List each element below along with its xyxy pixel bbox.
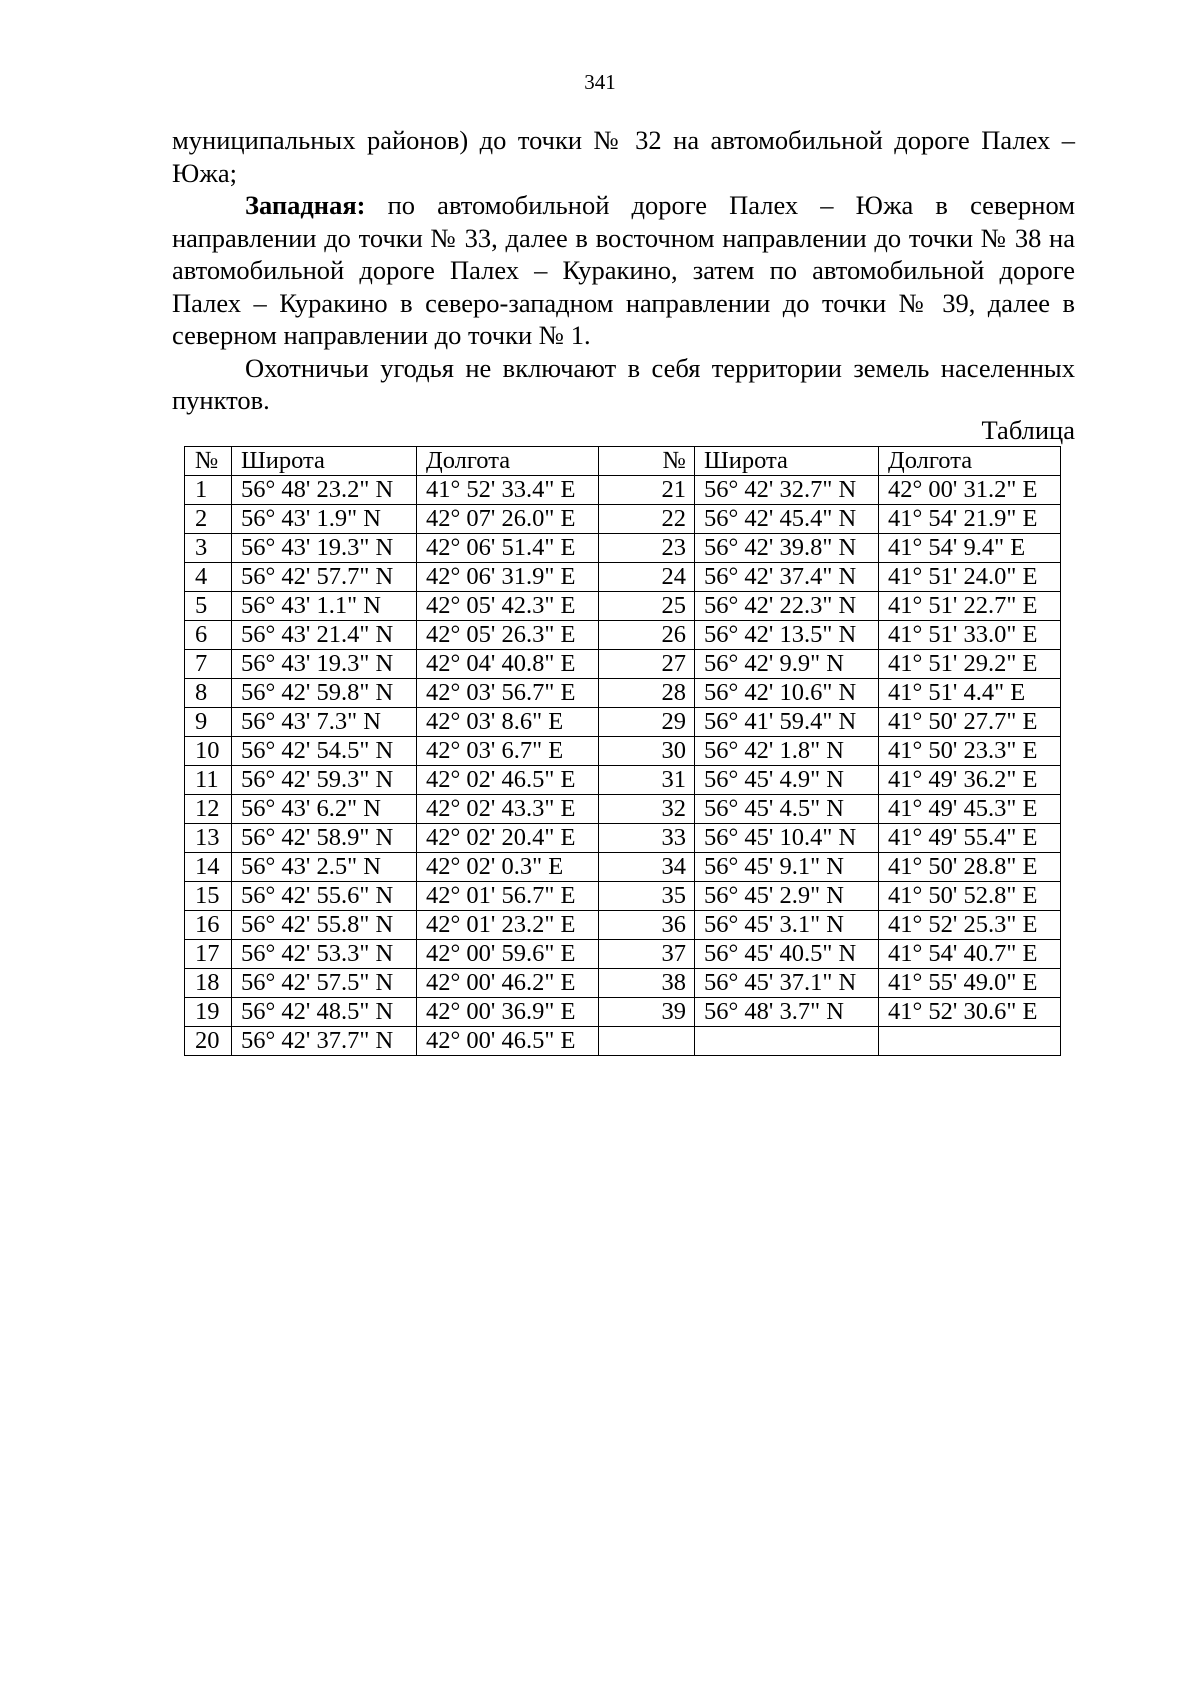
cell-number-left: 1 <box>185 476 232 505</box>
cell-latitude-left: 56° 48' 23.2" N <box>232 476 417 505</box>
cell-latitude-right: 56° 48' 3.7" N <box>695 998 879 1027</box>
cell-latitude-left: 56° 42' 59.3" N <box>232 766 417 795</box>
cell-longitude-left: 42° 07' 26.0" E <box>417 505 599 534</box>
cell-longitude-left: 41° 52' 33.4" E <box>417 476 599 505</box>
cell-number-right: 28 <box>599 679 695 708</box>
cell-latitude-left: 56° 43' 19.3" N <box>232 650 417 679</box>
cell-number-left: 5 <box>185 592 232 621</box>
table-row <box>185 534 1061 563</box>
table-body <box>185 476 1061 1056</box>
cell-latitude-right: 56° 42' 22.3" N <box>695 592 879 621</box>
cell-number-left: 2 <box>185 505 232 534</box>
table-row <box>185 911 1061 940</box>
cell-latitude-right: 56° 45' 40.5" N <box>695 940 879 969</box>
cell-latitude-right: 56° 45' 4.9" N <box>695 766 879 795</box>
table-row <box>185 708 1061 737</box>
cell-longitude-right: 41° 51' 29.2" E <box>879 650 1061 679</box>
cell-longitude-left: 42° 03' 8.6" E <box>417 708 599 737</box>
cell-latitude-right <box>695 1027 879 1056</box>
header-latitude-right: Широта <box>695 447 879 476</box>
cell-number-right: 33 <box>599 824 695 853</box>
cell-longitude-left: 42° 06' 31.9" E <box>417 563 599 592</box>
cell-longitude-left: 42° 06' 51.4" E <box>417 534 599 563</box>
table-row <box>185 766 1061 795</box>
cell-latitude-left: 56° 42' 58.9" N <box>232 824 417 853</box>
cell-number-right: 36 <box>599 911 695 940</box>
cell-number-left: 9 <box>185 708 232 737</box>
page-number: 341 <box>584 70 616 94</box>
cell-number-right: 24 <box>599 563 695 592</box>
cell-number-right: 38 <box>599 969 695 998</box>
cell-longitude-right: 41° 49' 36.2" E <box>879 766 1061 795</box>
table-row <box>185 563 1061 592</box>
cell-number-left: 16 <box>185 911 232 940</box>
cell-number-right: 26 <box>599 621 695 650</box>
cell-latitude-left: 56° 43' 1.9" N <box>232 505 417 534</box>
cell-number-left: 18 <box>185 969 232 998</box>
cell-longitude-left: 42° 00' 59.6" E <box>417 940 599 969</box>
table-row <box>185 621 1061 650</box>
cell-number-left: 11 <box>185 766 232 795</box>
cell-number-left: 20 <box>185 1027 232 1056</box>
coordinates-table <box>184 446 1061 1056</box>
cell-longitude-right: 41° 52' 30.6" E <box>879 998 1061 1027</box>
cell-latitude-left: 56° 42' 54.5" N <box>232 737 417 766</box>
cell-longitude-left: 42° 05' 26.3" E <box>417 621 599 650</box>
cell-latitude-right: 56° 42' 9.9" N <box>695 650 879 679</box>
cell-longitude-left: 42° 02' 20.4" E <box>417 824 599 853</box>
cell-longitude-left: 42° 02' 43.3" E <box>417 795 599 824</box>
header-longitude-right: Долгота <box>879 447 1061 476</box>
cell-number-left: 8 <box>185 679 232 708</box>
cell-number-left: 15 <box>185 882 232 911</box>
cell-number-right <box>599 1027 695 1056</box>
cell-longitude-left: 42° 02' 0.3" E <box>417 853 599 882</box>
cell-longitude-right: 41° 54' 9.4" E <box>879 534 1061 563</box>
table-header-row <box>185 447 1061 476</box>
paragraph-continuation: муниципальных районов) до точки № 32 на автомобильной дороге Палех – Южа; <box>172 125 1075 188</box>
cell-latitude-left: 56° 43' 7.3" N <box>232 708 417 737</box>
cell-latitude-left: 56° 42' 53.3" N <box>232 940 417 969</box>
header-longitude-left: Долгота <box>417 447 599 476</box>
table-row <box>185 795 1061 824</box>
table-row <box>185 882 1061 911</box>
paragraph-western-boundary <box>172 189 1075 352</box>
cell-longitude-right: 41° 50' 52.8" E <box>879 882 1061 911</box>
cell-latitude-right: 56° 41' 59.4" N <box>695 708 879 737</box>
cell-longitude-right <box>879 1027 1061 1056</box>
cell-longitude-right: 41° 54' 40.7" E <box>879 940 1061 969</box>
cell-number-left: 3 <box>185 534 232 563</box>
cell-latitude-right: 56° 45' 10.4" N <box>695 824 879 853</box>
cell-longitude-left: 42° 03' 6.7" E <box>417 737 599 766</box>
cell-latitude-right: 56° 42' 39.8" N <box>695 534 879 563</box>
cell-longitude-left: 42° 01' 56.7" E <box>417 882 599 911</box>
table-row <box>185 1027 1061 1056</box>
cell-latitude-left: 56° 43' 1.1" N <box>232 592 417 621</box>
cell-latitude-left: 56° 42' 57.5" N <box>232 969 417 998</box>
cell-latitude-left: 56° 43' 6.2" N <box>232 795 417 824</box>
cell-number-left: 17 <box>185 940 232 969</box>
cell-longitude-right: 41° 51' 4.4" E <box>879 679 1061 708</box>
cell-latitude-right: 56° 45' 4.5" N <box>695 795 879 824</box>
cell-latitude-left: 56° 43' 21.4" N <box>232 621 417 650</box>
cell-latitude-left: 56° 43' 19.3" N <box>232 534 417 563</box>
cell-latitude-right: 56° 42' 37.4" N <box>695 563 879 592</box>
cell-number-left: 12 <box>185 795 232 824</box>
cell-longitude-right: 41° 49' 55.4" E <box>879 824 1061 853</box>
cell-longitude-left: 42° 03' 56.7" E <box>417 679 599 708</box>
cell-latitude-right: 56° 42' 13.5" N <box>695 621 879 650</box>
cell-number-left: 14 <box>185 853 232 882</box>
table-row <box>185 650 1061 679</box>
cell-longitude-right: 41° 51' 33.0" E <box>879 621 1061 650</box>
cell-longitude-left: 42° 04' 40.8" E <box>417 650 599 679</box>
cell-latitude-right: 56° 42' 1.8" N <box>695 737 879 766</box>
paragraph-exclusion-note: Охотничьи угодья не включают в себя территории земель населенных пунктов. <box>172 352 1075 415</box>
cell-latitude-left: 56° 42' 55.6" N <box>232 882 417 911</box>
cell-number-left: 19 <box>185 998 232 1027</box>
cell-number-right: 27 <box>599 650 695 679</box>
table-row <box>185 969 1061 998</box>
cell-longitude-right: 41° 55' 49.0" E <box>879 969 1061 998</box>
cell-number-right: 39 <box>599 998 695 1027</box>
cell-longitude-right: 42° 00' 31.2" E <box>879 476 1061 505</box>
cell-latitude-left: 56° 42' 55.8" N <box>232 911 417 940</box>
table-caption: Таблица <box>981 415 1075 445</box>
cell-number-right: 23 <box>599 534 695 563</box>
cell-longitude-right: 41° 50' 28.8" E <box>879 853 1061 882</box>
table-row <box>185 592 1061 621</box>
cell-number-right: 22 <box>599 505 695 534</box>
cell-number-right: 29 <box>599 708 695 737</box>
western-description: по автомобильной дороге Палех – Южа в северном направлении до точки № 33, далее в восточном направлении до точки № 38 на автомобильной дороге Палех – Куракино, затем по автомобильной дороге Палех – Куракино в северо-западном направлении до точки № 39, далее в северном направлении до точки № 1. <box>172 190 1075 350</box>
cell-latitude-left: 56° 42' 59.8" N <box>232 679 417 708</box>
cell-latitude-right: 56° 45' 3.1" N <box>695 911 879 940</box>
cell-number-left: 6 <box>185 621 232 650</box>
cell-number-left: 10 <box>185 737 232 766</box>
cell-latitude-right: 56° 42' 45.4" N <box>695 505 879 534</box>
cell-number-right: 34 <box>599 853 695 882</box>
cell-longitude-left: 42° 00' 36.9" E <box>417 998 599 1027</box>
cell-longitude-right: 41° 52' 25.3" E <box>879 911 1061 940</box>
cell-longitude-left: 42° 00' 46.2" E <box>417 969 599 998</box>
header-number-left: № <box>185 447 232 476</box>
cell-longitude-right: 41° 51' 22.7" E <box>879 592 1061 621</box>
cell-number-right: 35 <box>599 882 695 911</box>
header-latitude-left: Широта <box>232 447 417 476</box>
table-row <box>185 853 1061 882</box>
cell-longitude-right: 41° 50' 23.3" E <box>879 737 1061 766</box>
cell-latitude-left: 56° 43' 2.5" N <box>232 853 417 882</box>
cell-longitude-right: 41° 54' 21.9" E <box>879 505 1061 534</box>
table-row <box>185 998 1061 1027</box>
table-row <box>185 476 1061 505</box>
cell-number-right: 37 <box>599 940 695 969</box>
table-row <box>185 505 1061 534</box>
body-text <box>172 124 1075 417</box>
cell-latitude-left: 56° 42' 48.5" N <box>232 998 417 1027</box>
cell-longitude-right: 41° 50' 27.7" E <box>879 708 1061 737</box>
cell-number-right: 21 <box>599 476 695 505</box>
header-number-right: № <box>599 447 695 476</box>
cell-longitude-left: 42° 01' 23.2" E <box>417 911 599 940</box>
cell-latitude-right: 56° 45' 37.1" N <box>695 969 879 998</box>
cell-number-left: 13 <box>185 824 232 853</box>
cell-latitude-left: 56° 42' 57.7" N <box>232 563 417 592</box>
cell-longitude-right: 41° 49' 45.3" E <box>879 795 1061 824</box>
cell-latitude-right: 56° 45' 9.1" N <box>695 853 879 882</box>
cell-number-right: 32 <box>599 795 695 824</box>
cell-number-left: 4 <box>185 563 232 592</box>
cell-latitude-right: 56° 45' 2.9" N <box>695 882 879 911</box>
cell-longitude-right: 41° 51' 24.0" E <box>879 563 1061 592</box>
table-row <box>185 824 1061 853</box>
cell-latitude-left: 56° 42' 37.7" N <box>232 1027 417 1056</box>
cell-number-right: 30 <box>599 737 695 766</box>
cell-number-right: 31 <box>599 766 695 795</box>
cell-longitude-left: 42° 02' 46.5" E <box>417 766 599 795</box>
table-row <box>185 940 1061 969</box>
cell-longitude-left: 42° 05' 42.3" E <box>417 592 599 621</box>
western-heading: Западная: <box>245 190 366 220</box>
cell-number-right: 25 <box>599 592 695 621</box>
table-row <box>185 679 1061 708</box>
cell-latitude-right: 56° 42' 10.6" N <box>695 679 879 708</box>
cell-number-left: 7 <box>185 650 232 679</box>
cell-latitude-right: 56° 42' 32.7" N <box>695 476 879 505</box>
table-row <box>185 737 1061 766</box>
cell-longitude-left: 42° 00' 46.5" E <box>417 1027 599 1056</box>
